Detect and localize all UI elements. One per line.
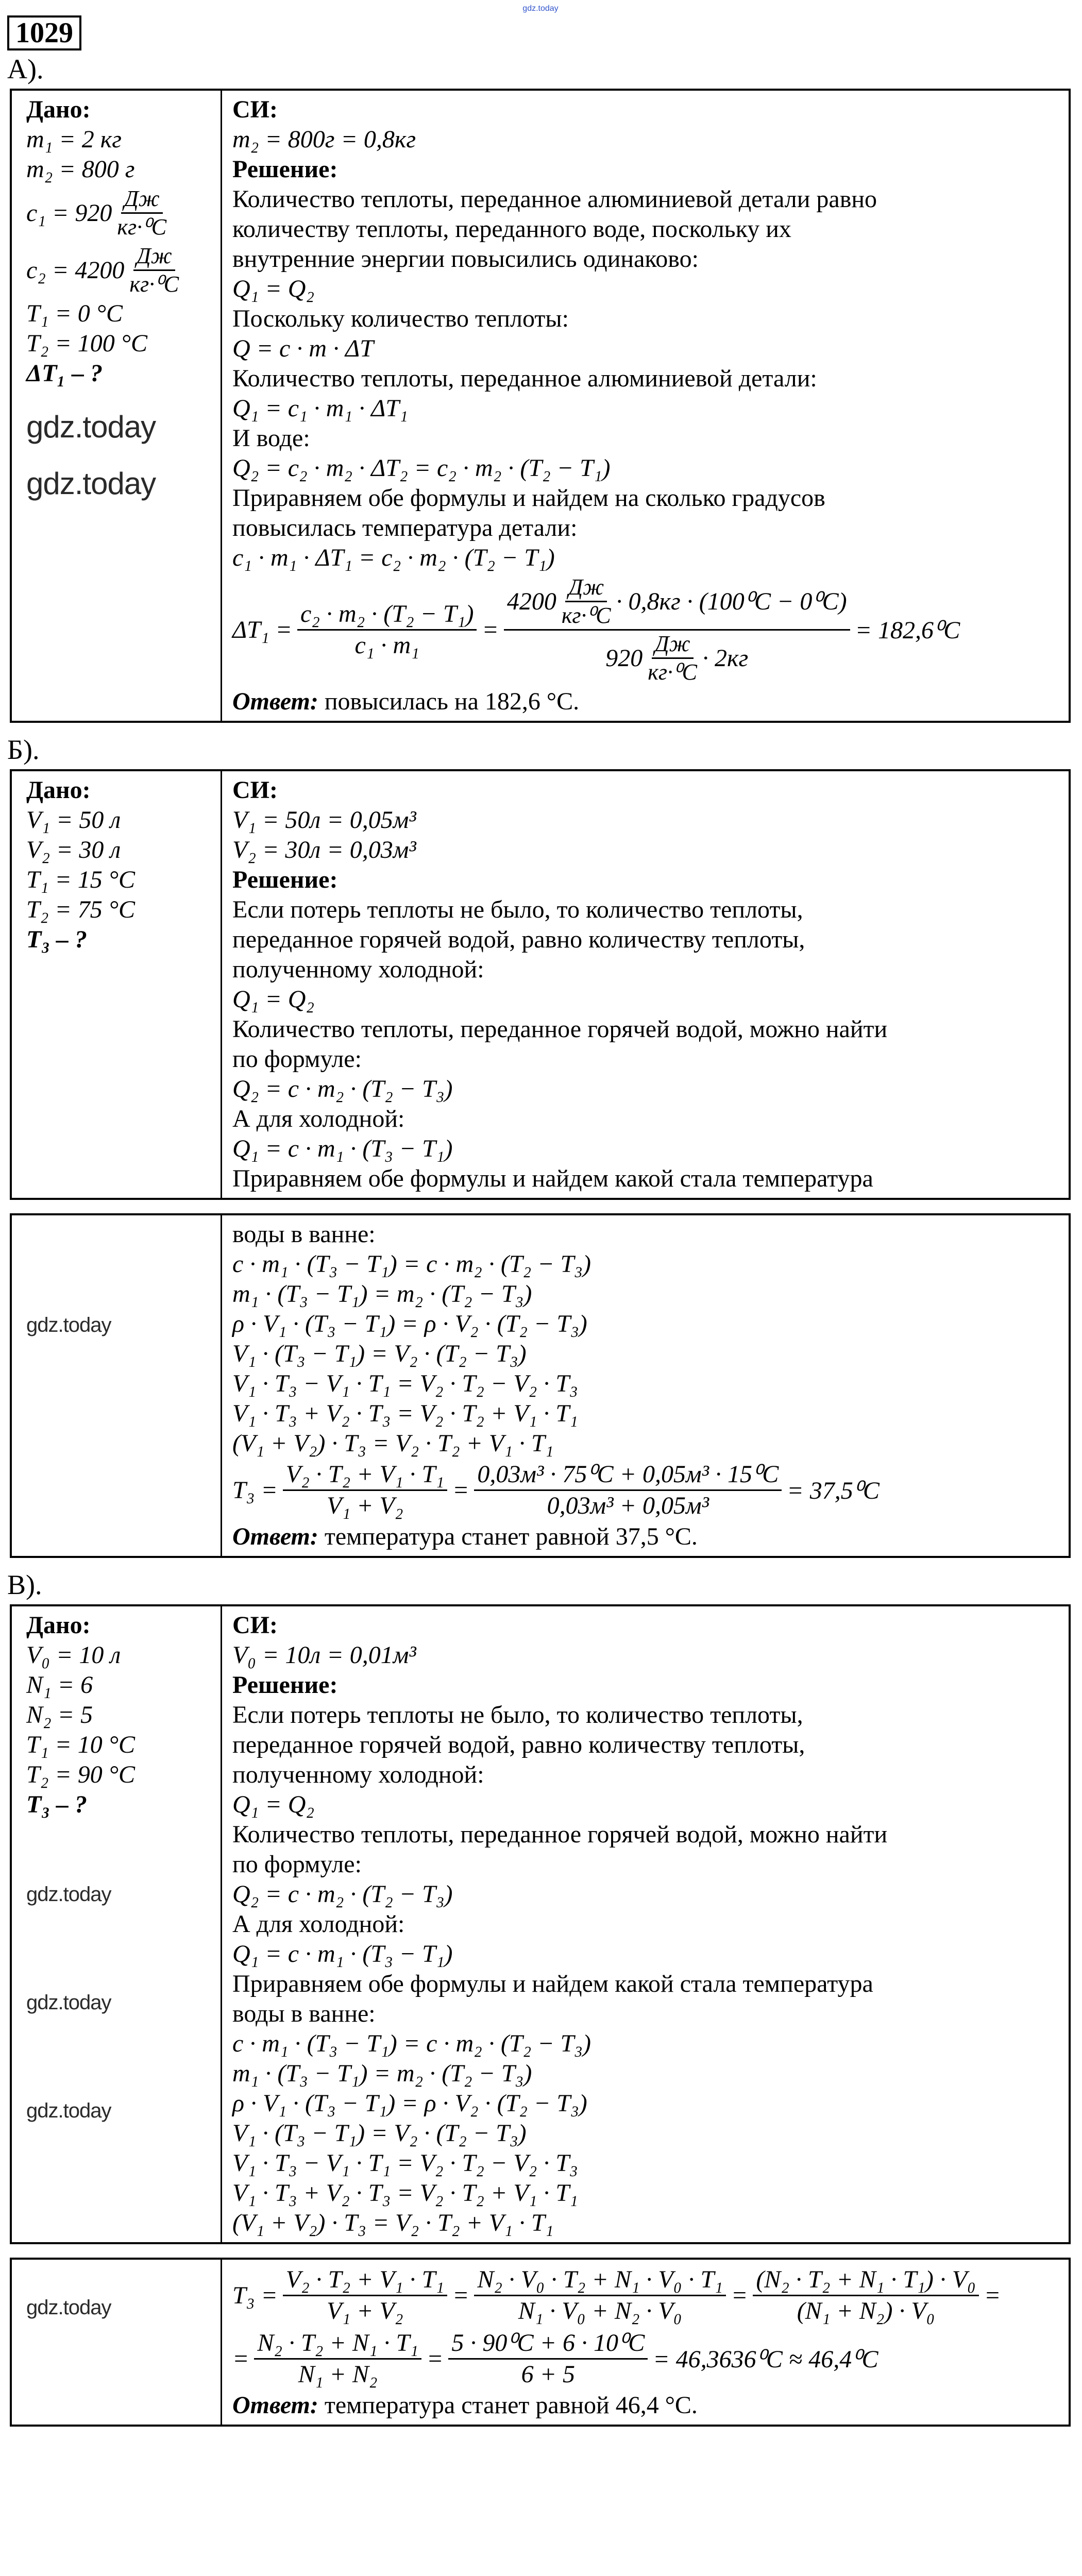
solution-text: количеству теплоты, переданного воде, поскольку их	[232, 215, 791, 243]
given-t2: T₂ = 90 °C	[26, 1761, 135, 1788]
formula: Q₂ = c · m₂ · (T₂ − T₃)	[232, 1880, 453, 1908]
si-title: СИ:	[232, 1612, 278, 1639]
formula: Q₂ = c₂ · m₂ · ΔT₂ = c₂ · m₂ · (T₂ − T₁)	[232, 454, 611, 482]
solution-text: Если потерь теплоты не было, то количество теплоты,	[232, 896, 803, 923]
solution-text: воды в ванне:	[232, 2000, 376, 2027]
solution-text: внутренние энергии повысились одинаково:	[232, 245, 699, 273]
part-a-label: А).	[7, 54, 44, 84]
value: · 2кг	[702, 644, 749, 672]
equals: =	[452, 2282, 469, 2309]
find-value: T₃ – ?	[26, 926, 88, 953]
denominator: c₁ · m₁	[354, 632, 419, 659]
fraction	[474, 1461, 782, 1520]
formula: ρ · V₁ · (T₃ − T₁) = ρ · V₂ · (T₂ − T₃)	[232, 1310, 587, 1337]
numerator: (N₂ · T₂ + N₁ · T₁) · V₀	[753, 2266, 979, 2296]
part-c-label: В).	[7, 1569, 42, 1600]
part-b-table-continued	[10, 1213, 1071, 1558]
problem-number: 1029	[7, 15, 81, 50]
formula-lhs: ΔT₁ =	[232, 616, 292, 643]
solution-text: по формуле:	[232, 1851, 362, 1878]
fraction	[283, 1461, 447, 1520]
formula: Q₁ = Q₂	[232, 275, 315, 302]
fraction	[448, 2329, 648, 2388]
solution-title: Решение:	[232, 1671, 338, 1699]
unit-fraction	[559, 575, 614, 628]
unit-denominator: кг·⁰C	[648, 659, 697, 685]
formula: m₁ · (T₃ − T₁) = m₂ · (T₂ − T₃)	[232, 2060, 532, 2087]
given-title: Дано:	[26, 96, 91, 123]
result-formula	[232, 573, 1063, 687]
given-v2: V₂ = 30 л	[26, 836, 121, 863]
numerator: N₂ · T₂ + N₁ · T₁	[254, 2329, 421, 2360]
formula: Q₂ = c · m₂ · (T₂ − T₃)	[232, 1075, 453, 1103]
unit-fraction	[645, 632, 700, 685]
numerator: 0,03м³ · 75⁰C + 0,05м³ · 15⁰C	[474, 1461, 782, 1491]
denominator: 0,03м³ + 0,05м³	[547, 1492, 709, 1519]
formula: (V₁ + V₂) · T₃ = V₂ · T₂ + V₁ · T₁	[232, 1430, 554, 1457]
answer-text: повысилась на 182,6 °C.	[318, 688, 580, 715]
denominator	[602, 631, 751, 685]
part-a-table	[10, 89, 1071, 723]
unit-numerator: Дж	[652, 632, 694, 659]
solution-column	[222, 2260, 1069, 2425]
given-c2	[26, 242, 217, 299]
watermark: gdz.today	[26, 466, 156, 501]
value: 920	[605, 644, 643, 672]
solution-text: А для холодной:	[232, 1910, 405, 1938]
formula-lhs: T₃ =	[232, 1477, 278, 1504]
formula: V₁ · T₃ − V₁ · T₁ = V₂ · T₂ − V₂ · T₃	[232, 1370, 578, 1397]
formula: V₁ · T₃ + V₂ · T₃ = V₂ · T₂ + V₁ · T₁	[232, 1400, 578, 1427]
unit-denominator: кг·⁰C	[129, 272, 179, 297]
result-value: = 46,3636⁰C ≈ 46,4⁰C	[653, 2345, 878, 2373]
solution-title: Решение:	[232, 156, 338, 183]
unit-denominator: кг·⁰C	[117, 214, 167, 240]
formula: V₁ · (T₃ − T₁) = V₂ · (T₂ − T₃)	[232, 1340, 527, 1367]
part-c-table	[10, 1604, 1071, 2244]
fraction	[297, 600, 477, 659]
solution-text: А для холодной:	[232, 1105, 405, 1132]
solution-text: повысилась температура детали:	[232, 514, 578, 541]
answer	[232, 1522, 1063, 1552]
answer	[232, 687, 1063, 717]
given-t1: T₁ = 10 °C	[26, 1731, 135, 1758]
unit-numerator: Дж	[121, 187, 163, 214]
watermark: gdz.today	[26, 410, 156, 444]
watermark: gdz.today	[26, 1991, 111, 2014]
si-title: СИ:	[232, 776, 278, 804]
equals: =	[731, 2282, 748, 2309]
formula: (V₁ + V₂) · T₃ = V₂ · T₂ + V₁ · T₁	[232, 2209, 554, 2236]
given-title: Дано:	[26, 1612, 91, 1639]
solution-text: Количество теплоты, переданное алюминиевой детали:	[232, 365, 817, 392]
formula: V₁ · T₃ + V₂ · T₃ = V₂ · T₂ + V₁ · T₁	[232, 2179, 578, 2207]
find-value: ΔT₁ – ?	[26, 360, 103, 387]
formula: ρ · V₁ · (T₃ − T₁) = ρ · V₂ · (T₂ − T₃)	[232, 2090, 587, 2117]
unit-denominator: кг·⁰C	[561, 603, 611, 628]
fraction	[283, 2266, 447, 2325]
given-v0: V₀ = 10 л	[26, 1641, 121, 1669]
solution-text: переданное горячей водой, равно количеству теплоты,	[232, 926, 805, 953]
fraction	[474, 2266, 726, 2325]
formula-lhs: T₃ =	[232, 2282, 278, 2309]
answer-label: Ответ:	[232, 688, 318, 715]
solution-column	[222, 1606, 1069, 2242]
given-t1: T₁ = 15 °C	[26, 866, 135, 893]
denominator: N₁ · V₀ + N₂ · V₀	[518, 2297, 682, 2325]
equals: =	[232, 2345, 249, 2372]
result-formula-continued	[232, 2327, 1063, 2391]
solution-text: Количество теплоты, переданное горячей водой, можно найти	[232, 1821, 888, 1848]
watermark-top: gdz.today	[522, 4, 559, 13]
numerator: 5 · 90⁰C + 6 · 10⁰C	[448, 2329, 648, 2360]
unit-numerator: Дж	[133, 244, 175, 271]
denominator: (N₁ + N₂) · V₀	[797, 2297, 935, 2325]
solution-text: Если потерь теплоты не было, то количество теплоты,	[232, 1701, 803, 1728]
given-n2: N₂ = 5	[26, 1701, 93, 1728]
watermark: gdz.today	[26, 1314, 111, 1336]
solution-text: Приравняем обе формулы и найдем на сколько градусов	[232, 484, 825, 512]
solution-text: воды в ванне:	[232, 1221, 376, 1248]
given-column	[12, 2260, 222, 2425]
solution-column	[222, 1215, 1069, 1556]
solution-text: Приравняем обе формулы и найдем какой стала температура	[232, 1165, 873, 1192]
equals: =	[452, 1477, 469, 1504]
unit-fraction	[114, 187, 170, 240]
solution-text: И воде:	[232, 425, 310, 452]
given-n1: N₁ = 6	[26, 1671, 93, 1699]
given-m1: m₁ = 2 кг	[26, 126, 122, 153]
formula: c · m₁ · (T₃ − T₁) = c · m₂ · (T₂ − T₃)	[232, 2030, 591, 2057]
formula: Q₁ = Q₂	[232, 1791, 315, 1818]
solution-text: Количество теплоты, переданное горячей водой, можно найти	[232, 1015, 888, 1043]
formula: c₁ · m₁ · ΔT₁ = c₂ · m₂ · (T₂ − T₁)	[232, 544, 555, 571]
solution-text: Количество теплоты, переданное алюминиевой детали равно	[232, 185, 877, 213]
given-title: Дано:	[26, 776, 91, 804]
unit-numerator: Дж	[565, 575, 607, 602]
part-b-table	[10, 769, 1071, 1200]
denominator: V₁ + V₂	[327, 1492, 403, 1519]
solution-text: Приравняем обе формулы и найдем какой стала температура	[232, 1970, 873, 1997]
si-m2: m₂ = 800г = 0,8кг	[232, 126, 416, 153]
answer-label: Ответ:	[232, 2392, 318, 2419]
si-title: СИ:	[232, 96, 278, 123]
c1-value: c₁ = 920	[26, 199, 112, 227]
given-column	[12, 771, 222, 1198]
denominator: N₁ + N₂	[298, 2361, 378, 2388]
watermark: gdz.today	[26, 2099, 111, 2122]
denominator: V₁ + V₂	[327, 2297, 403, 2325]
formula: m₁ · (T₃ − T₁) = m₂ · (T₂ − T₃)	[232, 1280, 532, 1308]
numerator: V₂ · T₂ + V₁ · T₁	[283, 2266, 447, 2296]
formula: V₁ · T₃ − V₁ · T₁ = V₂ · T₂ − V₂ · T₃	[232, 2149, 578, 2177]
numerator: N₂ · V₀ · T₂ + N₁ · V₀ · T₁	[474, 2266, 726, 2296]
answer	[232, 2391, 1063, 2420]
equals: =	[426, 2345, 444, 2372]
given-v1: V₁ = 50 л	[26, 806, 121, 834]
formula: Q₁ = Q₂	[232, 986, 315, 1013]
given-t2: T₂ = 75 °C	[26, 896, 135, 923]
fraction	[753, 2266, 979, 2325]
given-column	[12, 1215, 222, 1556]
formula: Q₁ = c · m₁ · (T₃ − T₁)	[232, 1940, 453, 1968]
result-value: = 37,5⁰C	[787, 1477, 880, 1504]
given-m2: m₂ = 800 г	[26, 156, 135, 183]
si-v1: V₁ = 50л = 0,05м³	[232, 806, 416, 834]
solution-column	[222, 771, 1069, 1198]
solution-text: Поскольку количество теплоты:	[232, 305, 569, 332]
solution-text: по формуле:	[232, 1045, 362, 1073]
formula: Q₁ = c · m₁ · (T₃ − T₁)	[232, 1135, 453, 1162]
equals: =	[482, 616, 499, 643]
fraction	[504, 575, 850, 685]
watermark: gdz.today	[26, 1883, 111, 1906]
solution-text: полученному холодной:	[232, 1761, 484, 1788]
watermark: gdz.today	[26, 2296, 111, 2319]
value: 4200	[506, 587, 556, 615]
numerator	[504, 575, 850, 631]
given-t1: T₁ = 0 °C	[26, 300, 123, 327]
given-c1	[26, 184, 217, 242]
unit-fraction	[126, 244, 182, 297]
part-b-label: Б).	[7, 734, 40, 765]
answer-text: температура станет равной 46,4 °C.	[318, 2392, 698, 2419]
solution-text: полученному холодной:	[232, 956, 484, 983]
formula: Q₁ = c₁ · m₁ · ΔT₁	[232, 395, 408, 422]
given-column	[12, 1606, 222, 2242]
si-v0: V₀ = 10л = 0,01м³	[232, 1641, 416, 1669]
denominator: 6 + 5	[521, 2361, 575, 2388]
given-t2: T₂ = 100 °C	[26, 330, 147, 357]
solution-text: переданное горячей водой, равно количеству теплоты,	[232, 1731, 805, 1758]
formula: V₁ · (T₃ − T₁) = V₂ · (T₂ − T₃)	[232, 2120, 527, 2147]
numerator: V₂ · T₂ + V₁ · T₁	[283, 1461, 447, 1491]
si-v2: V₂ = 30л = 0,03м³	[232, 836, 416, 863]
equals: =	[984, 2282, 1001, 2309]
formula: c · m₁ · (T₃ − T₁) = c · m₂ · (T₂ − T₃)	[232, 1250, 591, 1278]
solution-title: Решение:	[232, 866, 338, 893]
find-value: T₃ – ?	[26, 1791, 88, 1818]
given-column	[12, 91, 222, 721]
solution-column	[222, 91, 1069, 721]
c2-value: c₂ = 4200	[26, 257, 125, 284]
numerator: c₂ · m₂ · (T₂ − T₁)	[297, 600, 477, 631]
answer-label: Ответ:	[232, 1523, 318, 1550]
result-formula	[232, 1459, 1063, 1522]
formula: Q = c · m · ΔT	[232, 335, 374, 362]
answer-text: температура станет равной 37,5 °C.	[318, 1523, 698, 1550]
part-c-table-continued	[10, 2258, 1071, 2427]
result-value: = 182,6⁰C	[855, 616, 960, 644]
result-formula	[232, 2264, 1063, 2327]
value: · 0,8кг · (100⁰C − 0⁰C)	[616, 587, 847, 615]
fraction	[254, 2329, 421, 2388]
